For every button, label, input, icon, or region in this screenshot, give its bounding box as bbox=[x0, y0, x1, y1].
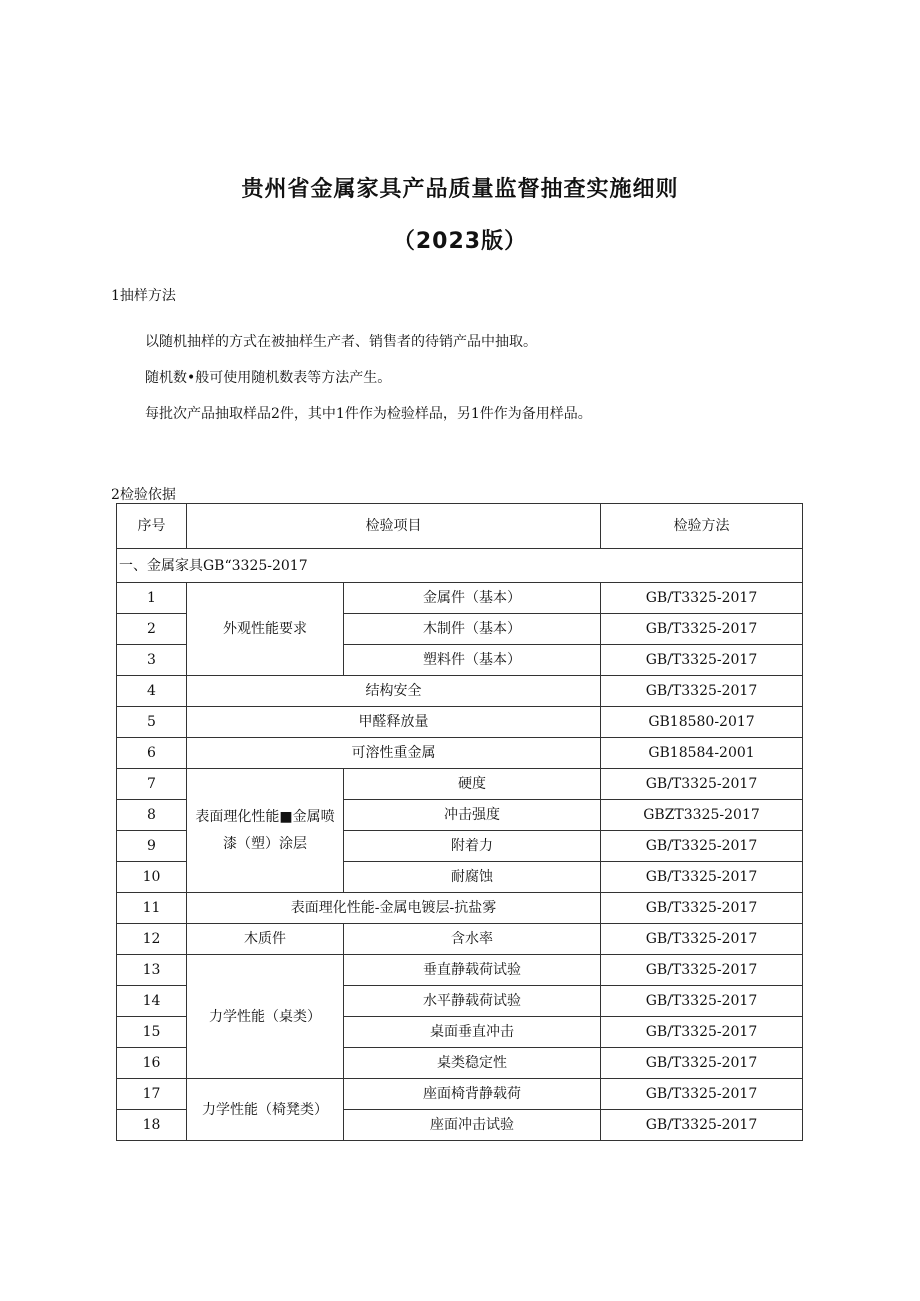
sampling-paragraph: 以随机抽样的方式在被抽样生产者、销售者的待销产品中抽取。 bbox=[145, 334, 537, 350]
row-no: 11 bbox=[117, 893, 187, 924]
row-no: 2 bbox=[117, 614, 187, 645]
row-item: 可溶性重金属 bbox=[187, 738, 601, 769]
row-no: 5 bbox=[117, 707, 187, 738]
row-item: 金属件（基本） bbox=[344, 583, 601, 614]
row-method: GB/T3325-2017 bbox=[601, 831, 803, 862]
row-no: 16 bbox=[117, 1048, 187, 1079]
row-no: 18 bbox=[117, 1110, 187, 1141]
row-method: GB/T3325-2017 bbox=[601, 924, 803, 955]
row-item: 垂直静载荷试验 bbox=[344, 955, 601, 986]
row-method: GB/T3325-2017 bbox=[601, 862, 803, 893]
row-item: 桌类稳定性 bbox=[344, 1048, 601, 1079]
row-item: 含水率 bbox=[344, 924, 601, 955]
sampling-paragraph: 随机数•般可使用随机数表等方法产生。 bbox=[145, 370, 392, 386]
row-method: GB/T3325-2017 bbox=[601, 1048, 803, 1079]
inspection-basis-table bbox=[116, 503, 803, 1141]
row-method: GB/T3325-2017 bbox=[601, 583, 803, 614]
row-item: 冲击强度 bbox=[344, 800, 601, 831]
row-method: GB/T3325-2017 bbox=[601, 769, 803, 800]
table-row bbox=[117, 955, 803, 986]
row-method: GB/T3325-2017 bbox=[601, 1017, 803, 1048]
document-subtitle: （2023版） bbox=[392, 229, 528, 254]
row-item: 塑料件（基本） bbox=[344, 645, 601, 676]
group-wood: 木质件 bbox=[187, 924, 344, 955]
row-item: 硬度 bbox=[344, 769, 601, 800]
table-row bbox=[117, 676, 803, 707]
row-item: 附着力 bbox=[344, 831, 601, 862]
document-title: 贵州省金属家具产品质量监督抽查实施细则 bbox=[241, 177, 679, 202]
row-item: 木制件（基本） bbox=[344, 614, 601, 645]
table-header-row bbox=[117, 504, 803, 549]
table-row bbox=[117, 583, 803, 614]
header-method: 检验方法 bbox=[601, 504, 803, 549]
group-coating: 表面理化性能■金属喷漆（塑）涂层 bbox=[187, 769, 344, 893]
header-item: 检验项目 bbox=[187, 504, 601, 549]
category-row bbox=[117, 549, 803, 583]
row-no: 7 bbox=[117, 769, 187, 800]
row-item: 座面椅背静载荷 bbox=[344, 1079, 601, 1110]
table-row bbox=[117, 1079, 803, 1110]
row-no: 10 bbox=[117, 862, 187, 893]
row-method: GB/T3325-2017 bbox=[601, 893, 803, 924]
row-item: 结构安全 bbox=[187, 676, 601, 707]
table-row bbox=[117, 769, 803, 800]
row-method: GB/T3325-2017 bbox=[601, 986, 803, 1017]
row-method: GB18584-2001 bbox=[601, 738, 803, 769]
row-no: 4 bbox=[117, 676, 187, 707]
table-row bbox=[117, 738, 803, 769]
table-row bbox=[117, 924, 803, 955]
row-method: GB/T3325-2017 bbox=[601, 1110, 803, 1141]
group-chair: 力学性能（椅凳类） bbox=[187, 1079, 344, 1141]
row-no: 15 bbox=[117, 1017, 187, 1048]
category-label: 一、金属家具GB“3325-2017 bbox=[117, 549, 803, 583]
row-no: 8 bbox=[117, 800, 187, 831]
row-method: GBZT3325-2017 bbox=[601, 800, 803, 831]
row-method: GB/T3325-2017 bbox=[601, 676, 803, 707]
row-no: 9 bbox=[117, 831, 187, 862]
row-method: GB/T3325-2017 bbox=[601, 645, 803, 676]
table-row bbox=[117, 707, 803, 738]
row-no: 6 bbox=[117, 738, 187, 769]
group-desk: 力学性能（桌类） bbox=[187, 955, 344, 1079]
header-no: 序号 bbox=[117, 504, 187, 549]
row-item: 座面冲击试验 bbox=[344, 1110, 601, 1141]
row-method: GB/T3325-2017 bbox=[601, 1079, 803, 1110]
row-item: 水平静载荷试验 bbox=[344, 986, 601, 1017]
table-row bbox=[117, 893, 803, 924]
row-method: GB18580-2017 bbox=[601, 707, 803, 738]
row-no: 17 bbox=[117, 1079, 187, 1110]
row-no: 14 bbox=[117, 986, 187, 1017]
row-item: 表面理化性能-金属电镀层-抗盐雾 bbox=[187, 893, 601, 924]
row-item: 耐腐蚀 bbox=[344, 862, 601, 893]
row-method: GB/T3325-2017 bbox=[601, 614, 803, 645]
row-no: 1 bbox=[117, 583, 187, 614]
row-no: 13 bbox=[117, 955, 187, 986]
row-item: 甲醛释放量 bbox=[187, 707, 601, 738]
section-heading-sampling: 1抽样方法 bbox=[111, 288, 176, 304]
group-appearance: 外观性能要求 bbox=[187, 583, 344, 676]
row-no: 12 bbox=[117, 924, 187, 955]
sampling-paragraph: 每批次产品抽取样品2件，其中1件作为检验样品，另1件作为备用样品。 bbox=[145, 406, 592, 422]
row-no: 3 bbox=[117, 645, 187, 676]
row-item: 桌面垂直冲击 bbox=[344, 1017, 601, 1048]
section-heading-basis: 2检验依据 bbox=[111, 487, 176, 503]
row-method: GB/T3325-2017 bbox=[601, 955, 803, 986]
